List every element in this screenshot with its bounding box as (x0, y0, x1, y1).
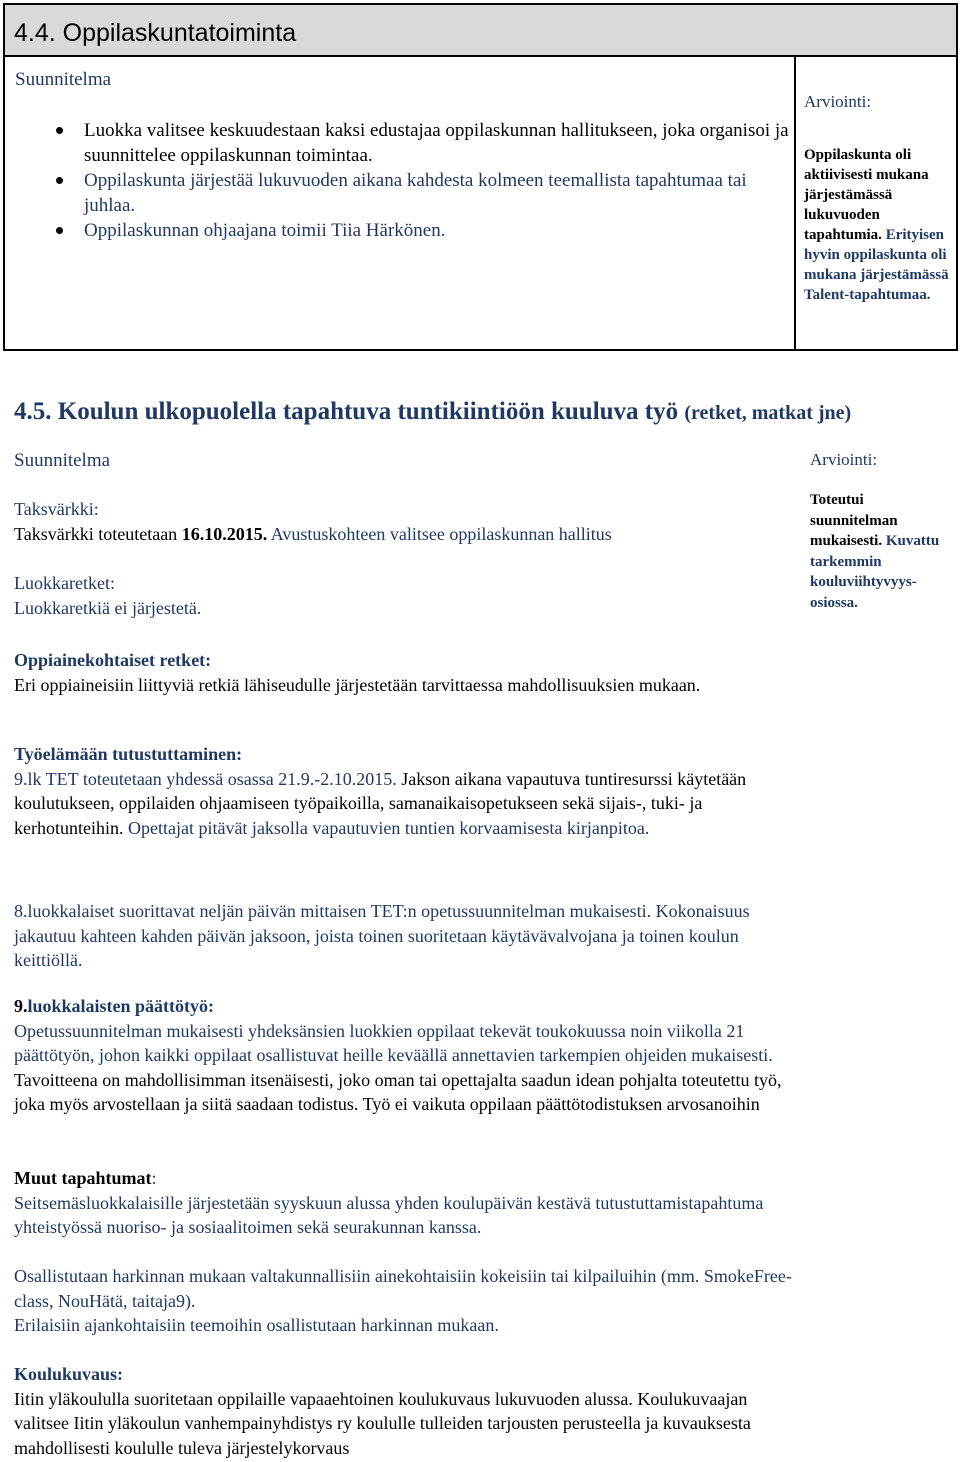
section-4-4-plan-cell (4, 56, 795, 350)
osallistutaan-text: Osallistutaan harkinnan mukaan valtakunnallisiin ainekohtaisiin kokeisiin tai kilpailuihin (mm. SmokeFree-class, NouHätä, taitaja9). (14, 1266, 792, 1311)
section-4-5-title (14, 398, 851, 426)
taksvarkki-heading: Taksvärkki: (14, 499, 99, 519)
koulukuvaus-text: Iitin yläkoululla suoritetaan oppilaille vapaaehtoinen koulukuvaus lukuvuoden alussa. Koulukuvaajan valitsee Iitin yläkoulun vanhempainyhdistys ry koululle tulleiden tarjousten perusteella ja kuvauksesta mahdollisesti koululle tuleva järjestelykorvaus (14, 1388, 751, 1458)
eval-text-part: Toteutui suunnitelman mukaisesti. (810, 492, 898, 549)
oppiaine-heading: Oppiainekohtaiset retket: (14, 650, 212, 670)
list-item: Oppilaskunta järjestää lukuvuoden aikana kahdesta kolmeen teemallista tapahtumaa tai juhlaa. (84, 168, 794, 218)
tyoelama-heading: Työelämään tutustuttaminen: (14, 744, 243, 764)
eval-label: Arviointi: (804, 92, 872, 111)
paattotyo-text: Opetussuunnitelman mukaisesti yhdeksänsien luokkien oppilaat tekevät toukokuussa noin viikolla 21 päättötyön, johon kaikki oppilaat osallistuvat heille keväällä annettavien tarkempien ohjeiden mukaisesti. (14, 1020, 773, 1065)
taksvarkki-date: 16.10.2015. (181, 523, 268, 544)
plan-bullet-list (5, 118, 794, 243)
oppiaine-text: Eri oppiaineisiin liittyviä retkiä lähiseudulle järjestetään tarvittaessa mahdollisuuksien mukaan. (14, 674, 701, 695)
tyoelama-block (14, 742, 794, 840)
tyoelama-text: Jakson aikana vapautuva tuntiresurssi käytetään koulutukseen, oppilaiden ohjaamiseen työpaikoilla, samanaikaisopetukseen sekä sijais-, tuki- ja kerhotunteihin. (14, 768, 747, 838)
eval-text (796, 112, 956, 305)
list-item: Luokka valitsee keskuudestaan kaksi edustajaa oppilaskunnan hallitukseen, joka organisoi ja suunnittelee oppilaskunnan toimintaa. (84, 118, 794, 168)
list-item: Oppilaskunnan ohjaajana toimii Tiia Härkönen. (84, 218, 794, 243)
eval-text-part: Erityisen hyvin oppilaskunta oli mukana järjestämässä Talent-tapahtumaa. (804, 227, 949, 303)
tet8-text: 8.luokkalaiset suorittavat neljän päivän mittaisen TET:n opetussuunnitelman mukaisesti. Kokonaisuus jakautuu kahteen kahden päivän jaksoon, joista toinen suoritetaan käytävävalvojana ja toinen koulun keittiöllä. (14, 901, 750, 970)
muut-heading-part: Muut tapahtumat (14, 1168, 152, 1188)
muut-block (14, 1166, 794, 1240)
eval-text (810, 490, 950, 613)
paattotyo-text: Tavoitteena on mahdollisimman itsenäisesti, joko oman tai opettajalta saadun idean pohjalta toteutettu työ, joka myös arvostellaan ja siitä saadaan todistus. Työ ei vaikuta oppilaan päättötodistuksen arvosanoihin (14, 1069, 782, 1114)
tyoelama-text: 9.lk TET toteutetaan yhdessä osassa 21.9.-2.10.2015. (14, 768, 397, 789)
plan-label: Suunnitelma (15, 69, 112, 90)
paattotyo-heading-part: 9. (14, 996, 28, 1016)
paattotyo-heading (14, 994, 794, 1019)
luokkaretket-heading: Luokkaretket: (14, 573, 115, 593)
section-4-4-eval-cell (795, 56, 957, 350)
eval-text-part: Kuvattu tarkemmin kouluviihtyvyys-osiossa. (810, 533, 940, 611)
section-4-4-table (3, 3, 958, 351)
muut-text: Seitsemäsluokkalaisille järjestetään syyskuun alussa yhden koulupäivän kestävä tutustuttamistapahtuma yhteistyössä nuoriso- ja sosiaalitoimen sekä seurakunnan kanssa. (14, 1192, 764, 1237)
taksvarkki-block (14, 497, 794, 546)
eval-text-part: Oppilaskunta oli aktiivisesti mukana järjestämässä lukuvuoden tapahtumia. (804, 147, 929, 243)
paattotyo-block (14, 994, 794, 1117)
tyoelama-text: Opettajat pitävät jaksolla vapautuvien tuntien korvaamisesta kirjanpitoa. (123, 817, 650, 838)
koulukuvaus-heading: Koulukuvaus: (14, 1364, 124, 1384)
koulukuvaus-block (14, 1362, 794, 1460)
erilaisiin-text: Erilaisiin ajankohtaisiin teemoihin osallistutaan harkinnan mukaan. (14, 1315, 499, 1335)
taksvarkki-text: Taksvärkki toteutetaan (14, 523, 182, 544)
osallistutaan-block (14, 1264, 794, 1338)
tet8-block (14, 899, 794, 973)
paattotyo-heading-part: luokkalaisten päättötyö: (27, 996, 215, 1016)
luokkaretket-block (14, 571, 794, 620)
muut-heading-part: : (151, 1168, 157, 1188)
eval-label: Arviointi: (810, 450, 878, 469)
section-4-4-title: 4.4. Oppilaskuntatoiminta (14, 19, 297, 47)
muut-heading (14, 1166, 794, 1191)
section-4-5-title-sub: (retket, matkat jne) (684, 402, 852, 424)
plan-label: Suunnitelma (14, 450, 111, 471)
oppiaine-block (14, 648, 794, 697)
section-4-5-title-main: 4.5. Koulun ulkopuolella tapahtuva tuntikiintiöön kuuluva työ (14, 398, 679, 425)
luokkaretket-text: Luokkaretkiä ei järjestetä. (14, 597, 202, 618)
section-4-4-title-cell (4, 4, 957, 56)
taksvarkki-text: Avustuskohteen valitsee oppilaskunnan hallitus (267, 523, 612, 544)
